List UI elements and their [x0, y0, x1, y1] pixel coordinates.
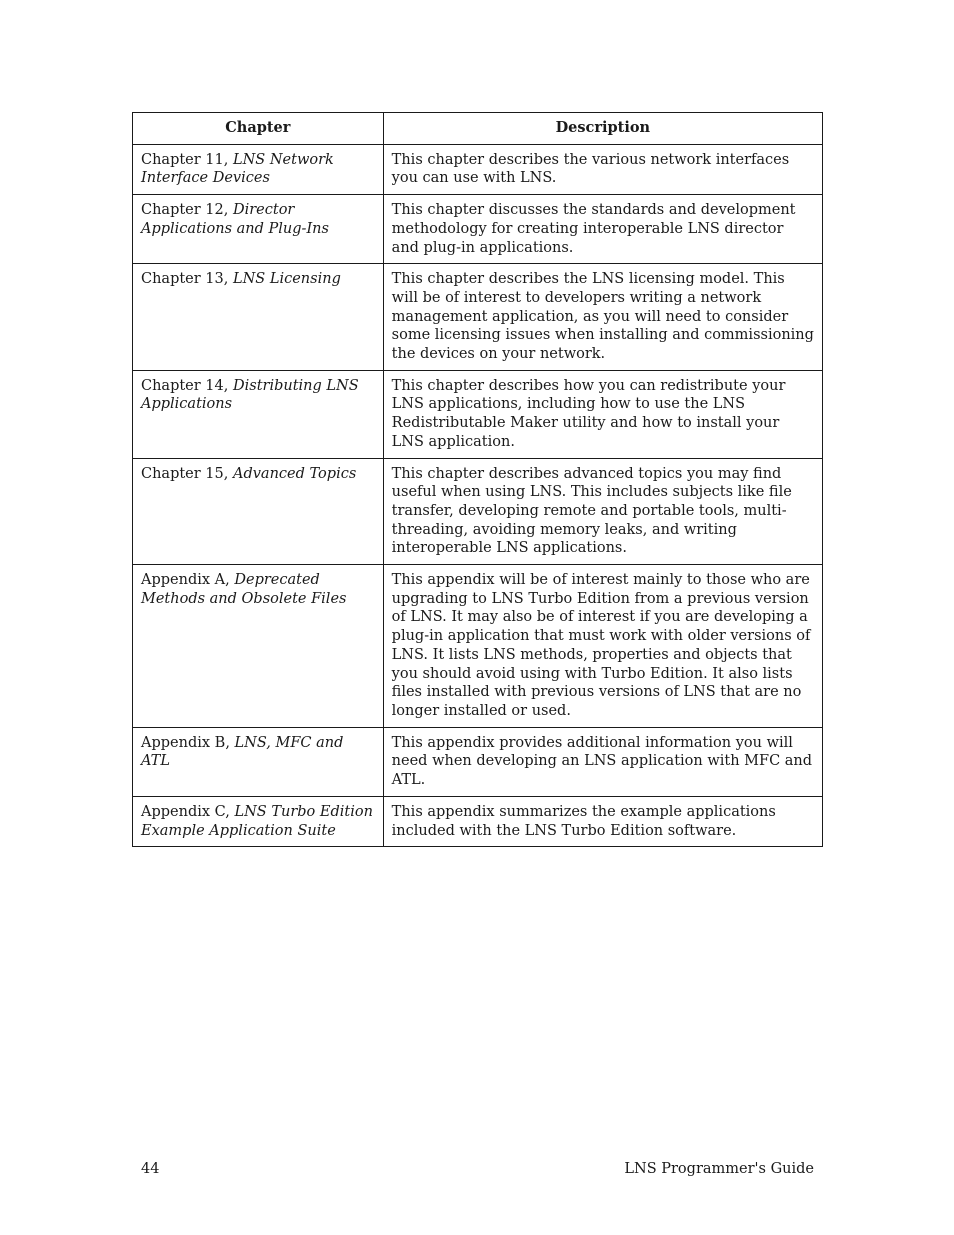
description-cell: This chapter describes the LNS licensing model. This will be of interest to developers writing a network management application, as you will need to consider some licensing issues when installing and commissioning the devices on your network.: [383, 264, 822, 371]
table-row: [133, 370, 823, 458]
chapter-title: LNS Network Interface Devices: [141, 151, 334, 187]
table-row: [133, 458, 823, 565]
table-row: [133, 195, 823, 264]
chapter-prefix: Appendix A,: [141, 572, 235, 589]
chapter-prefix: Appendix B,: [141, 734, 235, 751]
description-cell: This chapter describes advanced topics you may find useful when using LNS. This includes subjects like file transfer, developing remote and portable tools, multi-threading, avoiding memory leaks, and writing interoperable LNS applications.: [383, 458, 822, 565]
description-cell: This appendix summarizes the example applications included with the LNS Turbo Edition software.: [383, 796, 822, 846]
description-cell: This chapter describes the various network interfaces you can use with LNS.: [383, 144, 822, 194]
chapter-prefix: Chapter 14,: [141, 377, 233, 394]
description-cell: This chapter describes how you can redistribute your LNS applications, including how to use the LNS Redistributable Maker utility and how to install your LNS application.: [383, 370, 822, 458]
chapter-cell: [133, 264, 384, 371]
chapter-cell: [133, 370, 384, 458]
chapter-title: Distributing LNS Applications: [141, 377, 359, 413]
description-cell: This appendix provides additional information you will need when developing an LNS application with MFC and ATL.: [383, 727, 822, 796]
table-row: [133, 565, 823, 728]
description-cell: This appendix will be of interest mainly to those who are upgrading to LNS Turbo Edition from a previous version of LNS. It may also be of interest if you are developing a plug-in application that must work with older versions of LNS. It lists LNS methods, properties and objects that you should avoid using with Turbo Edition. It also lists files installed with previous versions of LNS that are no longer installed or used.: [383, 565, 822, 728]
table-row: [133, 144, 823, 194]
chapter-table: [132, 112, 823, 847]
chapter-cell: [133, 796, 384, 846]
header-chapter: Chapter: [133, 113, 384, 145]
description-cell: This chapter discusses the standards and development methodology for creating interoperable LNS director and plug-in applications.: [383, 195, 822, 264]
chapter-title: LNS Turbo Edition Example Application Suite: [141, 803, 373, 839]
chapter-title: Advanced Topics: [232, 465, 357, 482]
chapter-title: Deprecated Methods and Obsolete Files: [141, 572, 347, 607]
header-description: Description: [383, 113, 822, 145]
chapter-prefix: Appendix C,: [141, 803, 235, 820]
book-title: LNS Programmer's Guide: [624, 1161, 814, 1177]
table-row: [133, 727, 823, 796]
chapter-cell: [133, 727, 384, 796]
page-number: 44: [141, 1161, 160, 1177]
table-row: [133, 796, 823, 846]
chapter-prefix: Chapter 12,: [141, 202, 233, 219]
page-footer: [141, 1160, 814, 1178]
chapter-prefix: Chapter 13,: [141, 271, 233, 288]
chapter-title: LNS Licensing: [232, 271, 341, 288]
chapter-title: LNS, MFC and ATL: [141, 734, 344, 770]
chapter-cell: [133, 565, 384, 728]
chapter-cell: [133, 144, 384, 194]
chapter-prefix: Chapter 15,: [141, 465, 233, 482]
chapter-prefix: Chapter 11,: [141, 151, 233, 168]
chapter-cell: [133, 458, 384, 565]
chapter-cell: [133, 195, 384, 264]
table-header-row: [133, 113, 823, 145]
chapter-title: Director Applications and Plug-Ins: [141, 202, 329, 237]
table-row: [133, 264, 823, 371]
